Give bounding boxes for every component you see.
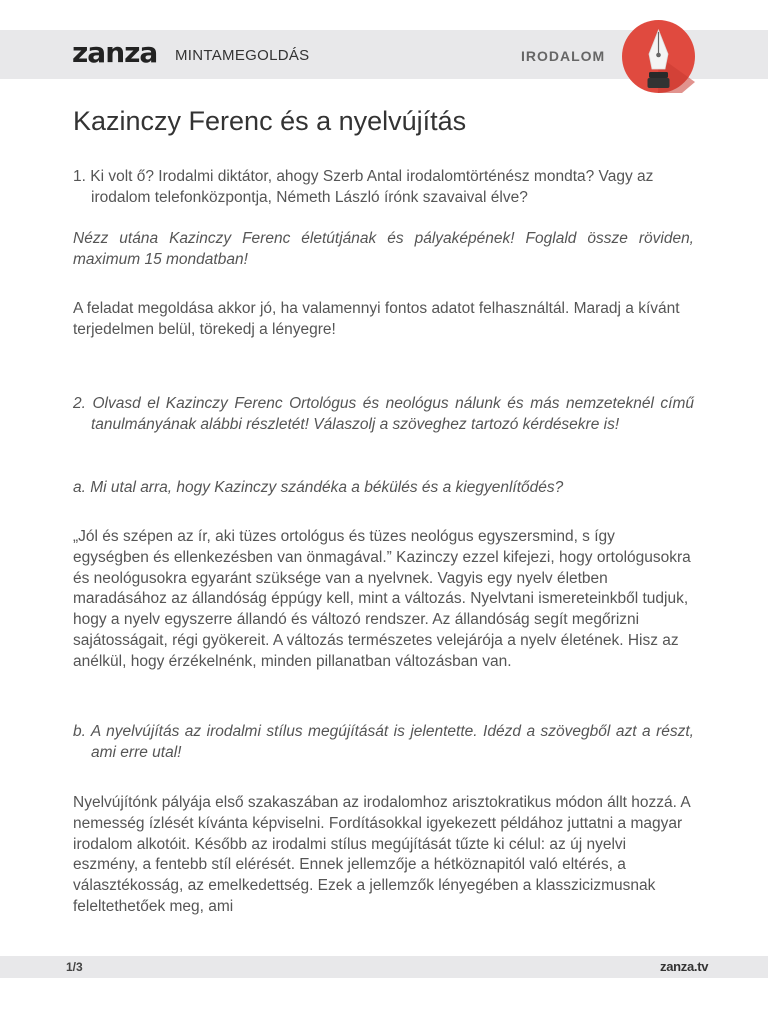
question-2b: b. A nyelvújítás az irodalmi stílus megújítását is jelentette. Idézd a szövegből azt a részt, ami erre utal! <box>73 723 694 761</box>
question-2b-answer: Nyelvújítónk pályája első szakaszában az irodalomhoz arisztokratikus módon állt hozzá. A nemesség ízlését kívánta képviselni. Fordításokkal igyekezett példához juttatni a magyar irodalom alkotóit. Később az irodalmi stílus megújítását tűzte ki célul: az új nyelvi eszmény, a fentebb stíl elérését. Ennek jellemzője a hétköznapitól való eltérés, a választékosság, az emelkedettség. Ezek a jellemzők lényegében a klasszicizmusnak feleltethetőek meg, ami <box>73 794 690 915</box>
question-2: 2. Olvasd el Kazinczy Ferenc Ortológus és neológus nálunk és más nemzeteknél című tanulmányának alábbi részletét! Válaszolj a szöveghez tartozó kérdésekre is! <box>73 395 694 433</box>
site-logo: zanza.tv <box>660 959 709 974</box>
zanza-logo: zanza <box>72 36 158 69</box>
question-2a-answer: „Jól és szépen az ír, aki tüzes ortológus és tüzes neológus egyszersmind, s így egységben és ellenkezésben van önmagával.” Kazinczy ezzel kifejezi, hogy ortológusokra és neológusokra egyaránt szüksége van a nyelvnek. Vagyis egy nyelv életben maradásához az állandóság éppúgy kell, mint a változás. Nyelvtani ismereteinkből tudjuk, hogy a nyelv egyszerre állandó és változó rendszer. Az állandóság segít megőrizni sajátosságait, régi gyökereit. A változás természetes velejárója a nyelv életének. Hisz az anélkül, hogy érzékelnénk, minden pillanatban változásban van. <box>73 528 691 670</box>
pen-nib-hole <box>656 53 661 58</box>
header-subtitle: MINTAMEGOLDÁS <box>175 47 310 64</box>
question-1-answer: A feladat megoldása akkor jó, ha valamennyi fontos adatot felhasználtál. Maradj a kívánt terjedelmen belül, törekedj a lényegre! <box>73 300 680 338</box>
page-number: 1/3 <box>66 960 83 974</box>
question-1: 1. Ki volt ő? Irodalmi diktátor, ahogy Szerb Antal irodalomtörténész mondta? Vagy az irodalom telefonközpontja, Németh László írónk szavaival élve? <box>73 168 654 206</box>
pen-grip <box>649 72 668 78</box>
question-2a: a. Mi utal arra, hogy Kazinczy szándéka a békülés és a kiegyenlítődés? <box>73 479 564 496</box>
pen-body <box>648 78 670 88</box>
page-title: Kazinczy Ferenc és a nyelvújítás <box>73 106 467 136</box>
question-1-task: Nézz utána Kazinczy Ferenc életútjának és pályaképének! Foglald össze röviden, maximum 15 mondatban! <box>73 230 694 268</box>
subject-label: IRODALOM <box>521 48 606 64</box>
fountain-pen-icon <box>622 20 695 93</box>
footer-bar <box>0 956 768 978</box>
